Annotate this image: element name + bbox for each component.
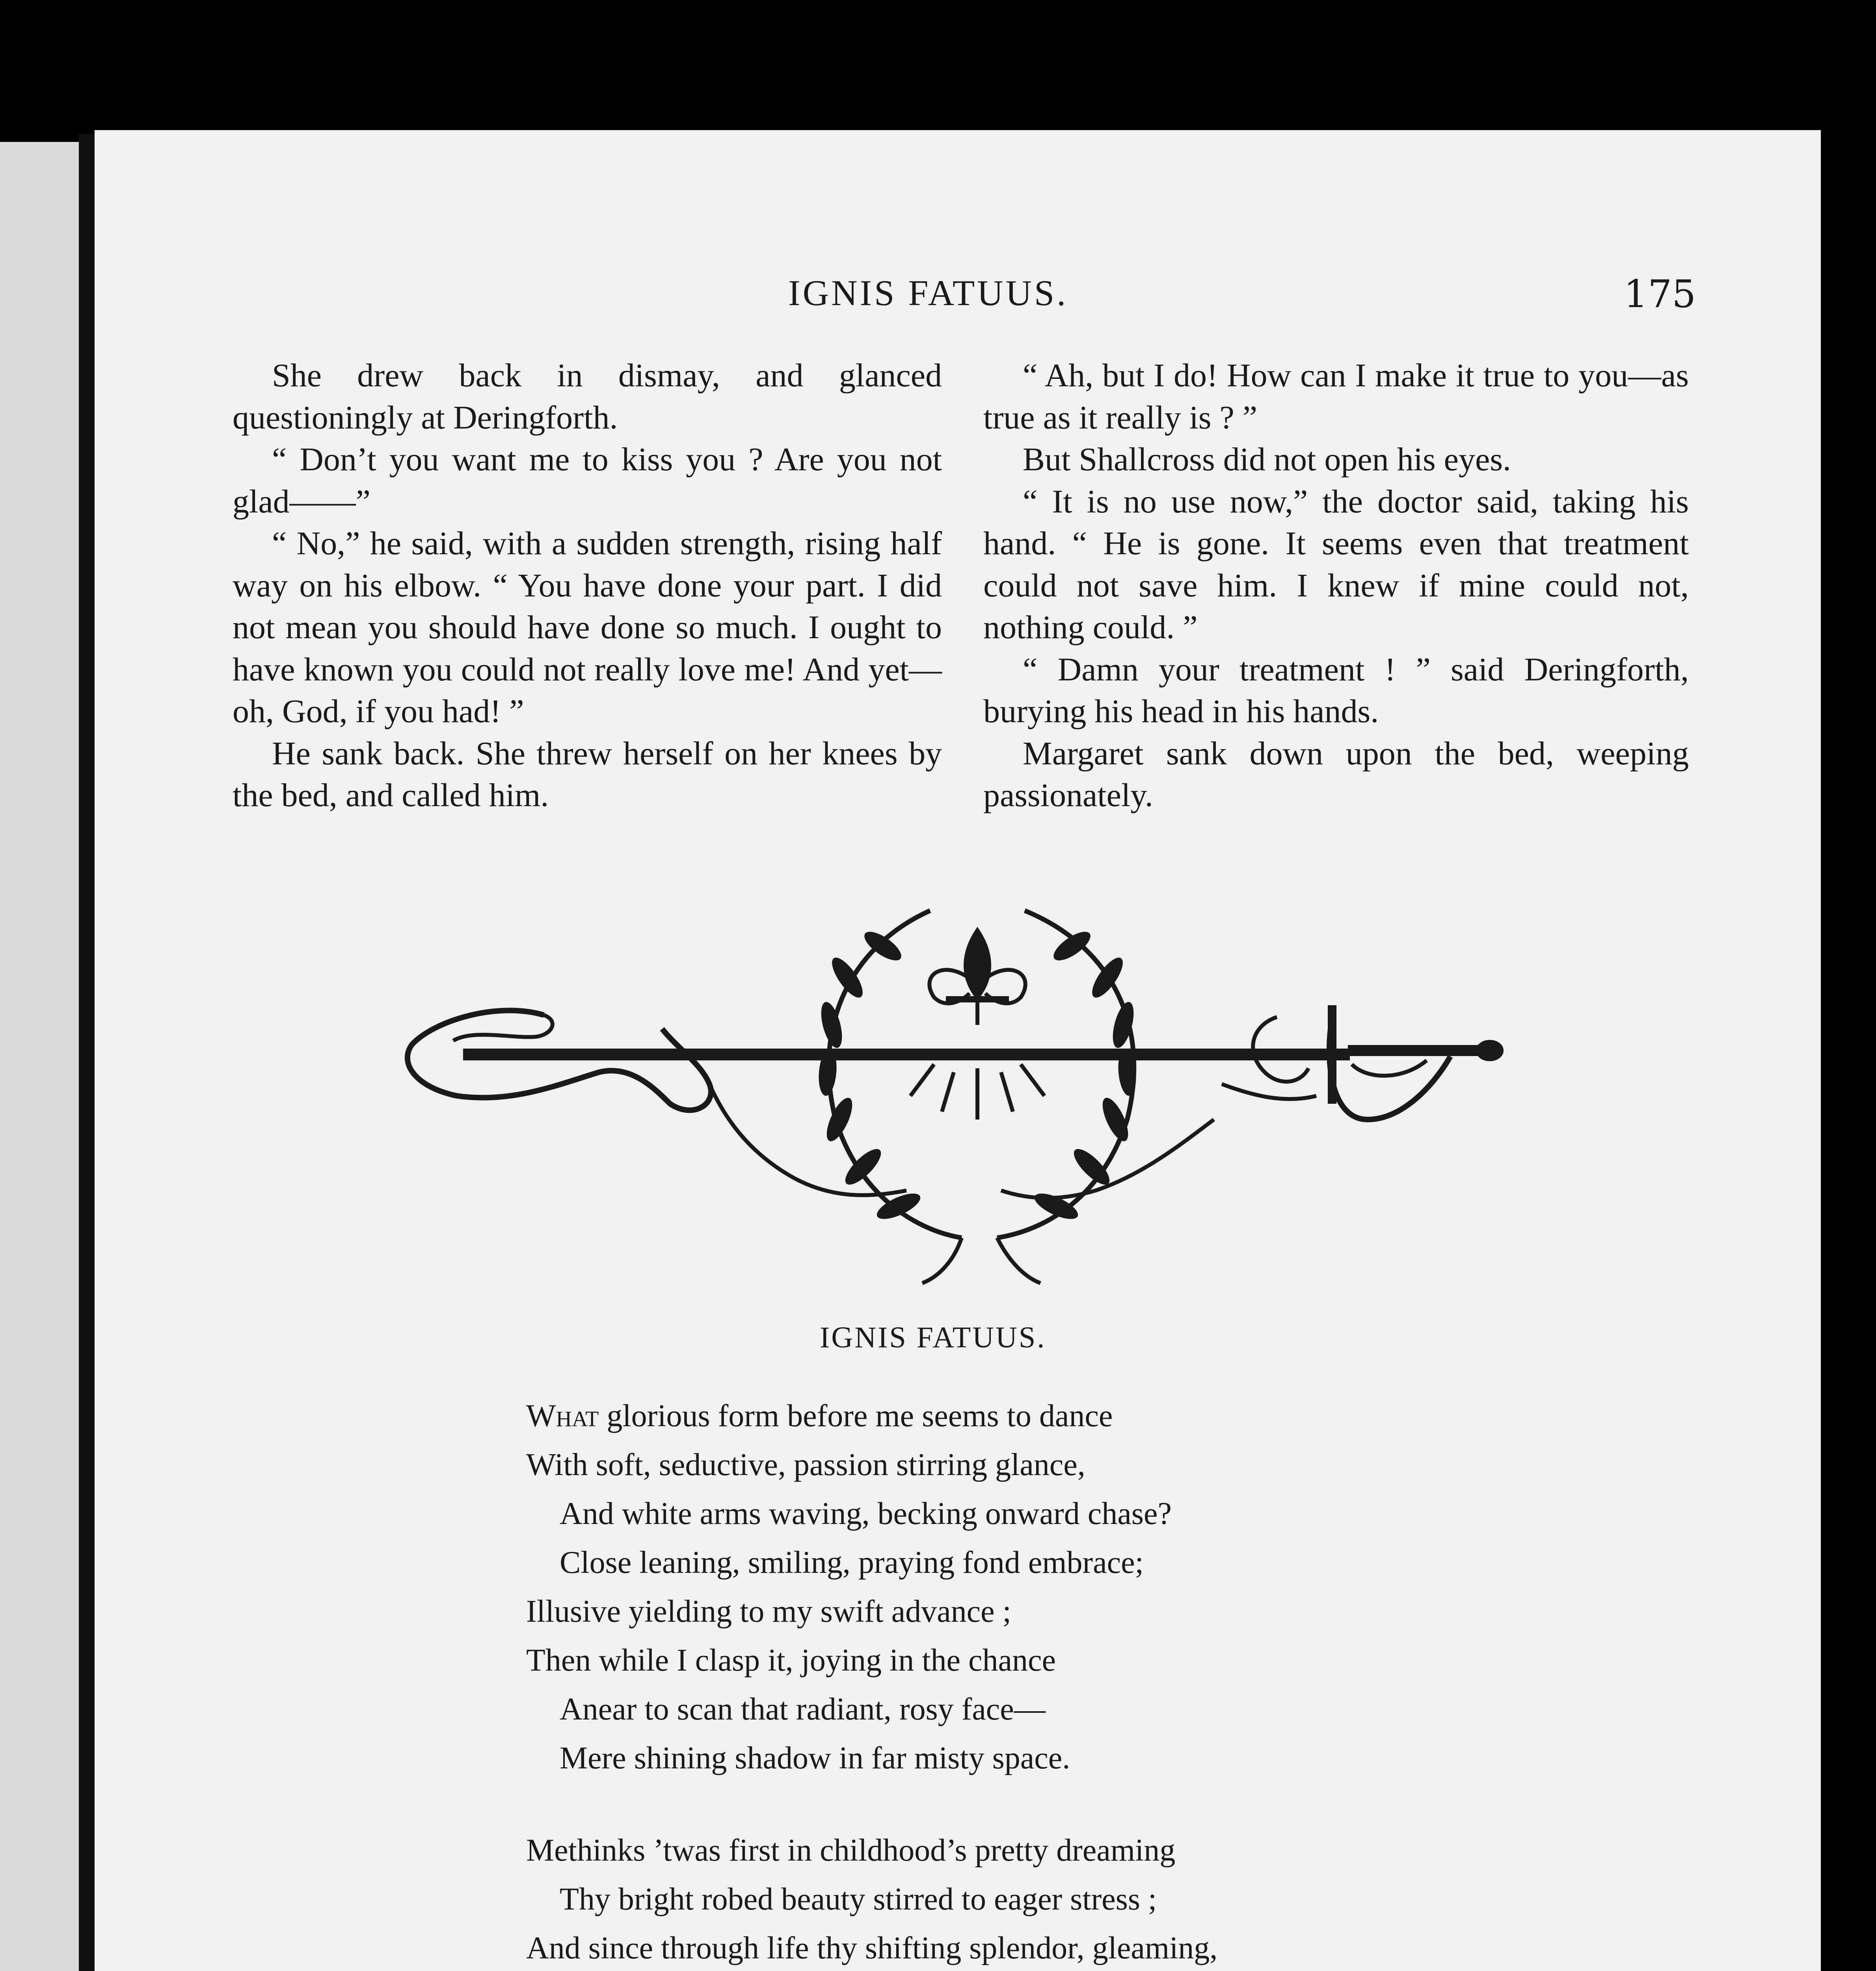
poem-body [526,1392,1630,1971]
poem-line: Then while I clasp it, joying in the chance [526,1643,1056,1678]
poem-first-word: What [526,1399,599,1433]
poem-line: And white arms waving, becking onward chase? [560,1496,1172,1531]
poem-line: With soft, seductive, passion stirring glance, [526,1448,1085,1482]
paragraph: She drew back in dismay, and glanced questioningly at Deringforth. [233,357,942,436]
paragraph: “ Don’t you want me to kiss you ? Are you not glad——” [233,441,942,520]
poem-line: Anear to scan that radiant, rosy face— [560,1692,1046,1727]
paragraph: “ No,” he said, with a sudden strength, rising half way on his elbow. “ You have done your part. I did not mean you should have done so much. I ought to have known you could not really love me! And yet—oh, God, if you had! ” [233,525,942,730]
paragraph: “ Ah, but I do! How can I make it true to you—as true as it really is ? ” [983,357,1689,436]
story-right-column [983,355,1689,817]
stanza-break [526,1783,1630,1826]
facing-page-edge [0,142,91,1971]
poem-title: IGNIS FATUUS. [820,1321,1046,1354]
poem-line: Illusive yielding to my swift advance ; [526,1594,1011,1629]
poem-line: Mere shining shadow in far misty space. [560,1741,1070,1775]
poem-line: Thy bright robed beauty stirred to eager stress ; [560,1882,1157,1917]
story-left-column [233,355,942,817]
poem-line: And since through life thy shifting splendor, gleaming, [526,1931,1218,1965]
paragraph: Margaret sank down upon the bed, weeping passionately. [983,735,1689,814]
paragraph: “ It is no use now,” the doctor said, taking his hand. “ He is gone. It seems even that treatment could not save him. I knew if mine could not, nothing could. ” [983,483,1689,646]
paragraph: “ Damn your treatment ! ” said Deringforth, burying his head in his hands. [983,651,1689,730]
paragraph: He sank back. She threw herself on her knees by the bed, and called him. [233,735,942,814]
poem-line: What glorious form before me seems to dance [526,1399,1113,1433]
sword-wreath-ornament [394,899,1513,1285]
page-number: 175 [1624,272,1696,316]
poem-line: Methinks ’twas first in childhood’s pretty dreaming [526,1833,1176,1868]
book-gutter [79,134,95,1971]
paragraph: But Shallcross did not open his eyes. [1023,441,1511,478]
poem-line: Close leaning, smiling, praying fond embrace; [560,1545,1144,1580]
running-header: IGNIS FATUUS. [788,273,1068,313]
